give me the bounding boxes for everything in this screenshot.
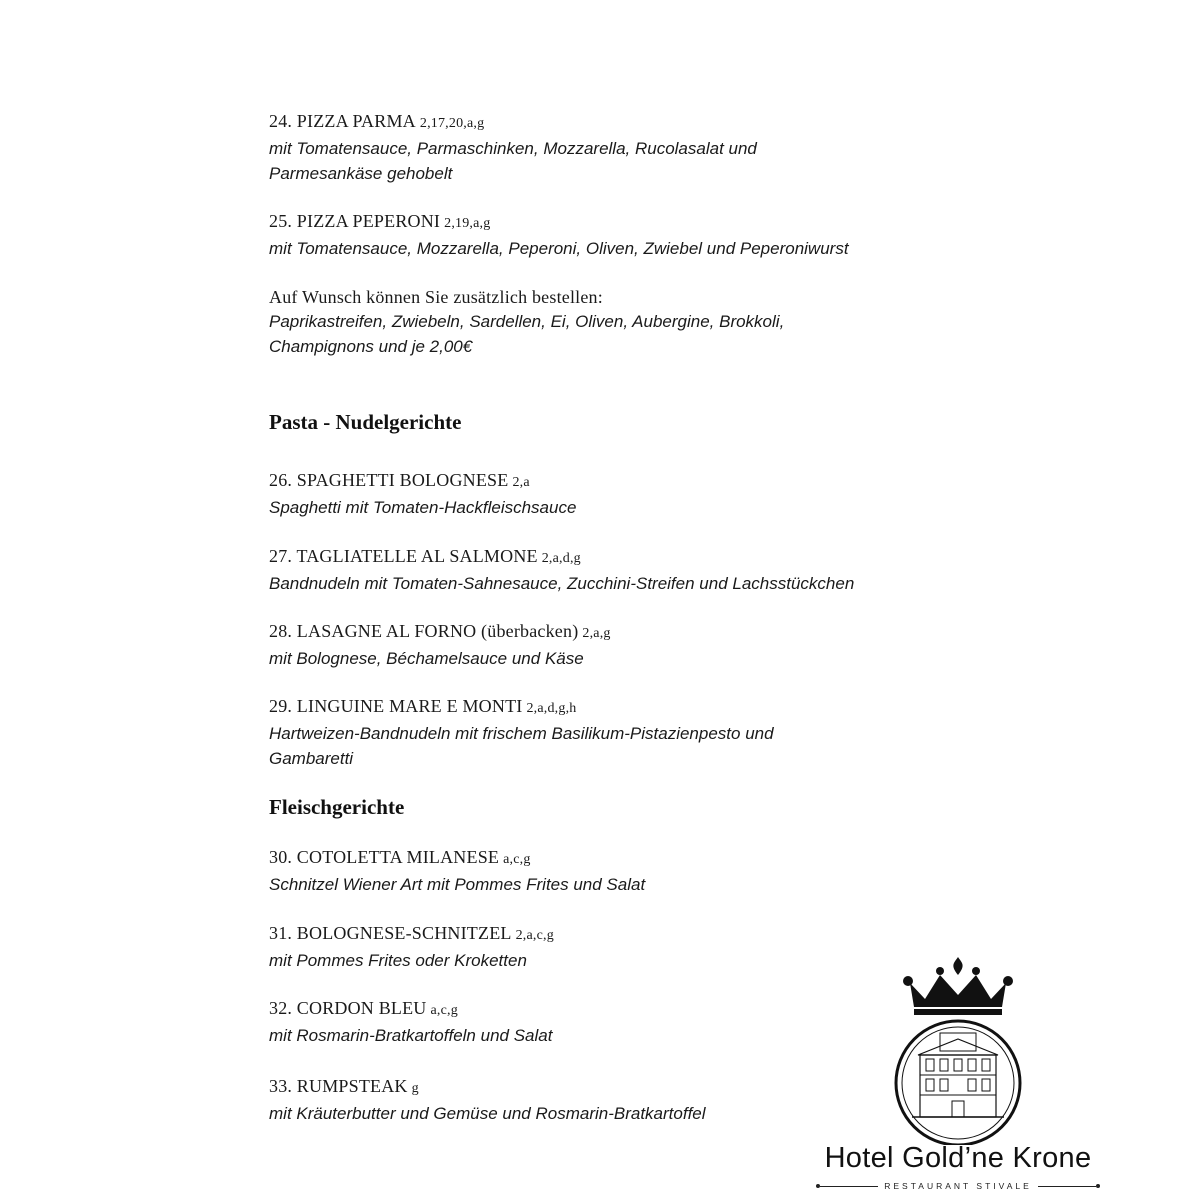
- item-description: mit Tomatensauce, Parmaschinken, Mozzarella, Rucolasalat und Parmesankäse gehobelt: [269, 139, 757, 183]
- item-description: Hartweizen-Bandnudeln mit frischem Basilikum-Pistazienpesto und Gambaretti: [269, 724, 774, 768]
- allergen-codes: a,c,g: [430, 1003, 458, 1018]
- item-description: mit Pommes Frites oder Kroketten: [269, 951, 527, 970]
- item-description: mit Bolognese, Béchamelsauce und Käse: [269, 649, 584, 668]
- item-title: 33. RUMPSTEAK g: [269, 1076, 419, 1096]
- item-description: Bandnudeln mit Tomaten-Sahnesauce, Zucchini-Streifen und Lachsstückchen: [269, 574, 855, 593]
- menu-item-25: [269, 209, 849, 261]
- logo-subtitle-row: [800, 1179, 1116, 1193]
- item-title: 28. LASAGNE AL FORNO (überbacken) 2,a,g: [269, 621, 611, 641]
- menu-item-29: [269, 694, 774, 771]
- item-description: mit Rosmarin-Bratkartoffeln und Salat: [269, 1026, 553, 1045]
- divider-line: [1038, 1186, 1096, 1187]
- item-title: 27. TAGLIATELLE AL SALMONE 2,a,d,g: [269, 546, 581, 566]
- logo-subtitle: RESTAURANT STIVALE: [884, 1181, 1032, 1191]
- divider-line: [820, 1186, 878, 1187]
- allergen-codes: 2,19,a,g: [444, 216, 491, 231]
- item-title: 31. BOLOGNESE-SCHNITZEL 2,a,c,g: [269, 923, 554, 943]
- logo-emblem: [800, 955, 1120, 1145]
- extras-description: Paprikastreifen, Zwiebeln, Sardellen, Ei, Oliven, Aubergine, Brokkoli, Champignons und je 2,00€: [269, 312, 785, 356]
- item-title: 30. COTOLETTA MILANESE a,c,g: [269, 847, 531, 867]
- logo-name: Hotel Gold’ne Krone: [824, 1142, 1092, 1174]
- section-heading-pasta: Pasta - Nudelgerichte: [269, 410, 462, 434]
- section-heading-meat: Fleischgerichte: [269, 795, 405, 819]
- menu-item-24: [269, 109, 757, 186]
- allergen-codes: 2,17,20,a,g: [419, 116, 485, 131]
- allergen-codes: a,c,g: [503, 852, 531, 867]
- allergen-codes: 2,a,g: [582, 626, 611, 641]
- dot-icon: [1096, 1184, 1100, 1188]
- menu-item-33: [269, 1074, 706, 1126]
- menu-item-27: [269, 544, 854, 596]
- item-title: 29. LINGUINE MARE E MONTI 2,a,d,g,h: [269, 696, 577, 716]
- item-description: mit Tomatensauce, Mozzarella, Peperoni, Oliven, Zwiebel und Peperoniwurst: [269, 239, 849, 258]
- allergen-codes: g: [411, 1081, 419, 1096]
- item-description: Spaghetti mit Tomaten-Hackfleischsauce: [269, 498, 577, 517]
- building-emblem-icon: [896, 1021, 1020, 1145]
- menu-item-26: [269, 468, 576, 520]
- allergen-codes: 2,a,c,g: [515, 928, 554, 943]
- allergen-codes: 2,a: [512, 475, 530, 490]
- item-description: Schnitzel Wiener Art mit Pommes Frites und Salat: [269, 875, 646, 894]
- item-title: 26. SPAGHETTI BOLOGNESE 2,a: [269, 470, 530, 490]
- item-title: 32. CORDON BLEU a,c,g: [269, 998, 458, 1018]
- menu-item-31: [269, 921, 554, 973]
- menu-item-32: [269, 996, 552, 1048]
- menu-item-30: [269, 845, 645, 897]
- allergen-codes: 2,a,d,g: [541, 551, 581, 566]
- extras-note: [269, 285, 784, 359]
- item-title: 25. PIZZA PEPERONI 2,19,a,g: [269, 211, 491, 231]
- item-title: 24. PIZZA PARMA 2,17,20,a,g: [269, 111, 485, 131]
- crown-icon: [903, 957, 1013, 1015]
- allergen-codes: 2,a,d,g,h: [526, 701, 577, 716]
- hotel-logo: [800, 955, 1120, 1195]
- menu-item-28: [269, 619, 611, 671]
- extras-title: Auf Wunsch können Sie zusätzlich bestellen:: [269, 287, 603, 307]
- item-description: mit Kräuterbutter und Gemüse und Rosmarin-Bratkartoffel: [269, 1104, 706, 1123]
